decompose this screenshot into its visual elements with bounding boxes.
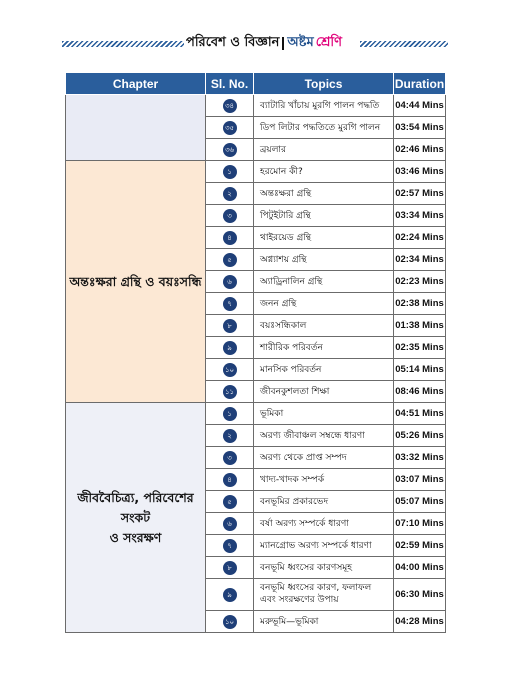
topic-cell: বনভূমি ধ্বংসের কারণ, ফলাফল এবং সংরক্ষণের উপায় bbox=[254, 579, 394, 611]
duration-cell: 02:57 Mins bbox=[394, 183, 446, 205]
serial-cell bbox=[206, 447, 254, 469]
topic-cell: জনন গ্রন্থি bbox=[254, 293, 394, 315]
topic-cell: শারীরিক পরিবর্তন bbox=[254, 337, 394, 359]
serial-cell bbox=[206, 139, 254, 161]
serial-badge: ৪ bbox=[223, 473, 237, 487]
chapter-title: জীববৈচিত্র্য, পরিবেশের সংকট ও সংরক্ষণ bbox=[77, 489, 194, 545]
duration-cell: 06:30 Mins bbox=[394, 579, 446, 611]
duration-cell: 03:46 Mins bbox=[394, 161, 446, 183]
serial-badge: ৭ bbox=[223, 297, 237, 311]
topic-cell: ম্যানগ্রোভ অরণ্য সম্পর্কে ধারণা bbox=[254, 535, 394, 557]
header-hatch-left bbox=[62, 41, 184, 47]
serial-cell bbox=[206, 293, 254, 315]
duration-cell: 04:44 Mins bbox=[394, 95, 446, 117]
topic-cell: ব্যাটারি খাঁচায় মুরগি পালন পদ্ধতি bbox=[254, 95, 394, 117]
serial-badge: ৮ bbox=[223, 319, 237, 333]
serial-badge: ১ bbox=[223, 407, 237, 421]
serial-badge: ৩ bbox=[223, 451, 237, 465]
duration-cell: 03:54 Mins bbox=[394, 117, 446, 139]
header-title bbox=[186, 33, 342, 53]
topic-cell: ভূমিকা bbox=[254, 403, 394, 425]
serial-badge: ২ bbox=[223, 429, 237, 443]
column-header-duration: Duration bbox=[394, 73, 446, 95]
table-body bbox=[66, 95, 446, 633]
serial-badge: ১ bbox=[223, 165, 237, 179]
serial-cell bbox=[206, 579, 254, 611]
duration-cell: 07:10 Mins bbox=[394, 513, 446, 535]
duration-cell: 03:07 Mins bbox=[394, 469, 446, 491]
serial-badge: ১০ bbox=[223, 615, 237, 629]
duration-cell: 05:07 Mins bbox=[394, 491, 446, 513]
topic-cell: বর্ষা অরণ্য সম্পর্কে ধারণা bbox=[254, 513, 394, 535]
serial-badge: ৬ bbox=[223, 517, 237, 531]
serial-badge: ১০ bbox=[223, 363, 237, 377]
topic-cell: থাইরয়েড গ্রন্থি bbox=[254, 227, 394, 249]
serial-cell bbox=[206, 183, 254, 205]
serial-cell bbox=[206, 95, 254, 117]
header-class-word: শ্রেণি bbox=[315, 34, 342, 50]
duration-cell: 02:23 Mins bbox=[394, 271, 446, 293]
serial-cell bbox=[206, 491, 254, 513]
topic-cell: মরুভূমি—ভূমিকা bbox=[254, 611, 394, 633]
header-hatch-right bbox=[360, 41, 448, 47]
serial-badge: ৬ bbox=[223, 275, 237, 289]
serial-cell bbox=[206, 249, 254, 271]
serial-cell bbox=[206, 161, 254, 183]
serial-cell bbox=[206, 535, 254, 557]
header-class-prefix: অষ্টম bbox=[287, 34, 314, 50]
topic-cell: জীবনকুশলতা শিক্ষা bbox=[254, 381, 394, 403]
duration-cell: 04:00 Mins bbox=[394, 557, 446, 579]
serial-badge: ৮ bbox=[223, 561, 237, 575]
duration-cell: 02:34 Mins bbox=[394, 249, 446, 271]
table-row bbox=[66, 161, 446, 183]
chapter-cell bbox=[66, 161, 206, 403]
serial-cell bbox=[206, 611, 254, 633]
topic-cell: অরণ্য জীবাঞ্চল সম্বন্ধে ধারণা bbox=[254, 425, 394, 447]
serial-badge: ৪ bbox=[223, 231, 237, 245]
serial-badge: ৩ bbox=[223, 209, 237, 223]
serial-badge: ৯ bbox=[223, 341, 237, 355]
topic-cell: পিটুইটারি গ্রন্থি bbox=[254, 205, 394, 227]
topic-cell: অগ্ন্যাশয় গ্রন্থি bbox=[254, 249, 394, 271]
duration-cell: 05:26 Mins bbox=[394, 425, 446, 447]
serial-badge: ৯ bbox=[223, 588, 237, 602]
duration-cell: 03:34 Mins bbox=[394, 205, 446, 227]
duration-cell: 08:46 Mins bbox=[394, 381, 446, 403]
serial-cell bbox=[206, 557, 254, 579]
topic-cell: হরমোন কী? bbox=[254, 161, 394, 183]
topic-cell: ব্রয়লার bbox=[254, 139, 394, 161]
serial-cell bbox=[206, 513, 254, 535]
serial-badge: ৩৫ bbox=[223, 121, 237, 135]
topic-cell: অ্যাড্রিনালিন গ্রন্থি bbox=[254, 271, 394, 293]
table-header-row bbox=[66, 73, 446, 95]
serial-badge: ৫ bbox=[223, 253, 237, 267]
serial-cell bbox=[206, 227, 254, 249]
duration-cell: 05:14 Mins bbox=[394, 359, 446, 381]
duration-cell: 04:28 Mins bbox=[394, 611, 446, 633]
duration-cell: 03:32 Mins bbox=[394, 447, 446, 469]
chapter-cell bbox=[66, 403, 206, 633]
serial-cell bbox=[206, 271, 254, 293]
duration-cell: 02:59 Mins bbox=[394, 535, 446, 557]
serial-badge: ৫ bbox=[223, 495, 237, 509]
header-subject: পরিবেশ ও বিজ্ঞান bbox=[186, 34, 280, 50]
duration-cell: 02:35 Mins bbox=[394, 337, 446, 359]
serial-cell bbox=[206, 403, 254, 425]
serial-cell bbox=[206, 117, 254, 139]
chapter-cell bbox=[66, 95, 206, 161]
serial-cell bbox=[206, 315, 254, 337]
serial-cell bbox=[206, 359, 254, 381]
header-separator bbox=[282, 37, 284, 50]
serial-cell bbox=[206, 425, 254, 447]
duration-cell: 02:38 Mins bbox=[394, 293, 446, 315]
duration-cell: 01:38 Mins bbox=[394, 315, 446, 337]
serial-cell bbox=[206, 205, 254, 227]
serial-badge: ১১ bbox=[223, 385, 237, 399]
serial-badge: ৩৪ bbox=[223, 99, 237, 113]
topic-cell: বনভূমির প্রকারভেদ bbox=[254, 491, 394, 513]
chapter-title: অন্তঃক্ষরা গ্রন্থি ও বয়ঃসন্ধি bbox=[69, 273, 202, 289]
duration-cell: 02:46 Mins bbox=[394, 139, 446, 161]
table-row bbox=[66, 403, 446, 425]
topic-cell: বয়ঃসন্ধিকাল bbox=[254, 315, 394, 337]
topic-cell: ডিপ লিটার পদ্ধতিতে মুরগি পালন bbox=[254, 117, 394, 139]
syllabus-table bbox=[65, 72, 446, 633]
topic-cell: মানসিক পরিবর্তন bbox=[254, 359, 394, 381]
duration-cell: 04:51 Mins bbox=[394, 403, 446, 425]
serial-cell bbox=[206, 469, 254, 491]
column-header-chapter: Chapter bbox=[66, 73, 206, 95]
topic-cell: অরণ্য থেকে প্রাপ্ত সম্পদ bbox=[254, 447, 394, 469]
serial-badge: ২ bbox=[223, 187, 237, 201]
page-header bbox=[0, 32, 511, 54]
serial-cell bbox=[206, 337, 254, 359]
serial-cell bbox=[206, 381, 254, 403]
topic-cell: অন্তঃক্ষরা গ্রন্থি bbox=[254, 183, 394, 205]
column-header-sl-no: Sl. No. bbox=[206, 73, 254, 95]
topic-cell: বনভূমি ধ্বংসের কারণসমূহ bbox=[254, 557, 394, 579]
duration-cell: 02:24 Mins bbox=[394, 227, 446, 249]
table-row bbox=[66, 95, 446, 117]
serial-badge: ৩৬ bbox=[223, 143, 237, 157]
topic-cell: খাদ্য-খাদক সম্পর্ক bbox=[254, 469, 394, 491]
serial-badge: ৭ bbox=[223, 539, 237, 553]
column-header-topics: Topics bbox=[254, 73, 394, 95]
